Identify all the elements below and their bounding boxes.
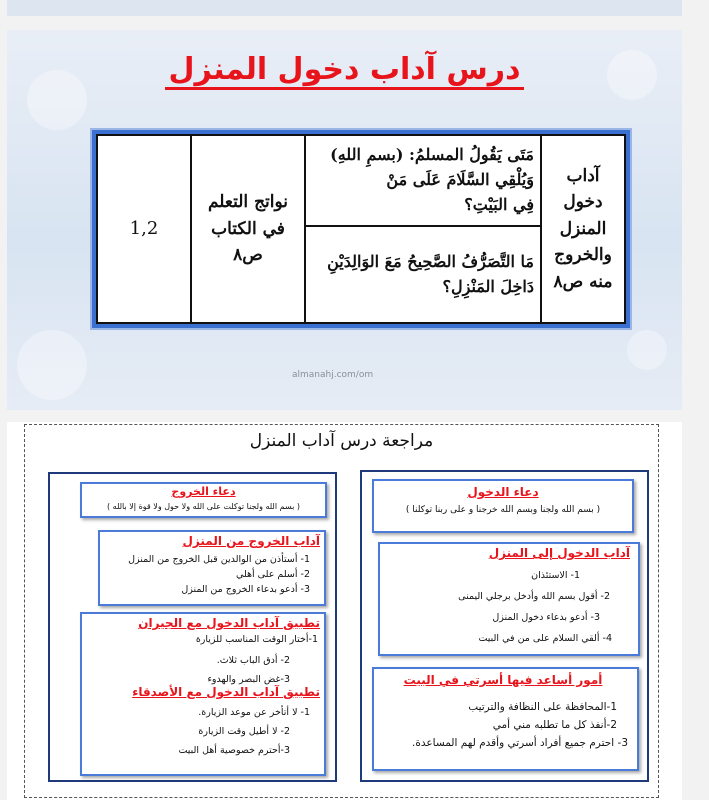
lesson-slide xyxy=(7,30,682,410)
entry-dua-text: ( بسم الله ولجنا وبسم الله خرجنا و على ربنا توكلنا ) xyxy=(405,505,601,515)
list-item: 3-غض البصر والهدوء xyxy=(207,674,290,685)
review-frame xyxy=(24,424,659,798)
question-1-cell: مَتَى يَقُولُ المسلمُ: (بسمِ اللهِ) وَيُلْقِي السَّلَامَ عَلَى مَنْ فِي البَيْتِ؟ xyxy=(305,135,541,226)
list-item: 3- أدعو بدعاء الخروج من المنزل xyxy=(181,584,310,595)
number-cell: 1,2 xyxy=(97,135,191,323)
list-item: 2- أسلم على أهلي xyxy=(235,569,310,580)
friends-heading: تطبيق آداب الدخول مع الأصدقاء xyxy=(132,685,320,699)
entry-dua-box xyxy=(372,479,634,533)
list-item: 3- أدعو بدعاء دخول المنزل xyxy=(492,612,600,623)
lesson-table xyxy=(92,130,630,328)
exit-dua-text: ( بسم الله ولجنا توكلت على الله ولا حول ولا قوة إلا بالله ) xyxy=(107,502,300,511)
list-item: 1- لا أتأخر عن موعد الزيارة. xyxy=(198,707,310,718)
list-item: 1- الاستئذان xyxy=(531,570,580,581)
list-item: 4- ألقي السلام على من في البيت xyxy=(478,633,612,644)
decor-bubble xyxy=(17,330,87,400)
exit-dua-heading: دعاء الخروج xyxy=(171,485,236,498)
previous-slide-strip xyxy=(7,0,682,16)
list-item: 3- احترم جميع أفراد أسرتي وأقدم لهم المساعدة. xyxy=(412,737,628,749)
question-2-cell: مَا التَّصَرُّفُ الصَّحِيحُ مَعَ الوَالِدَيْنِ دَاخِلَ المَنْزِلِ؟ xyxy=(305,226,541,323)
exit-etiquette-box xyxy=(98,530,326,606)
neighbors-friends-box xyxy=(80,612,326,776)
right-panel xyxy=(360,470,649,782)
exit-dua-box xyxy=(80,482,327,518)
review-title: مراجعة درس آداب المنزل xyxy=(249,431,434,451)
outcomes-cell: نواتج التعلم في الكتاب ص٨ xyxy=(191,135,305,323)
neighbors-heading: تطبيق آداب الدخول مع الجيران xyxy=(138,616,320,630)
entry-etiquette-box xyxy=(378,542,640,656)
watermark-text: almanahj.com/om xyxy=(292,370,374,380)
list-item: 2-أنفذ كل ما تطلبه مني أمي xyxy=(492,719,617,731)
help-family-heading: أمور أساعد فيها أسرتي في البيت xyxy=(403,673,603,687)
list-item: 3-أحترم خصوصية أهل البيت xyxy=(178,745,290,756)
list-item: 1-أختار الوقت المناسب للزيارة xyxy=(195,634,318,645)
decor-bubble xyxy=(627,330,667,370)
list-item: 2- أقول بسم الله وأدخل برجلي اليمنى xyxy=(458,591,610,602)
entry-etiquette-heading: آداب الدخول إلى المنزل xyxy=(488,546,630,560)
entry-dua-heading: دعاء الدخول xyxy=(467,485,539,499)
review-slide xyxy=(7,422,682,800)
list-item: 2- أدق الباب ثلاث. xyxy=(216,655,290,666)
help-family-box xyxy=(372,667,639,771)
list-item: 2- لا أطيل وقت الزيارة xyxy=(198,726,290,737)
lesson-title: درس آداب دخول المنزل xyxy=(7,52,682,87)
left-panel xyxy=(48,472,337,782)
list-item: 1-المحافظة على النظافة والترتيب xyxy=(468,701,617,713)
unit-cell: آداب دخول المنزل والخروج منه ص٨ xyxy=(541,135,625,323)
exit-etiquette-heading: آداب الخروج من المنزل xyxy=(182,534,320,548)
list-item: 1- أستأذن من الوالدين قبل الخروج من المنزل xyxy=(128,554,310,565)
